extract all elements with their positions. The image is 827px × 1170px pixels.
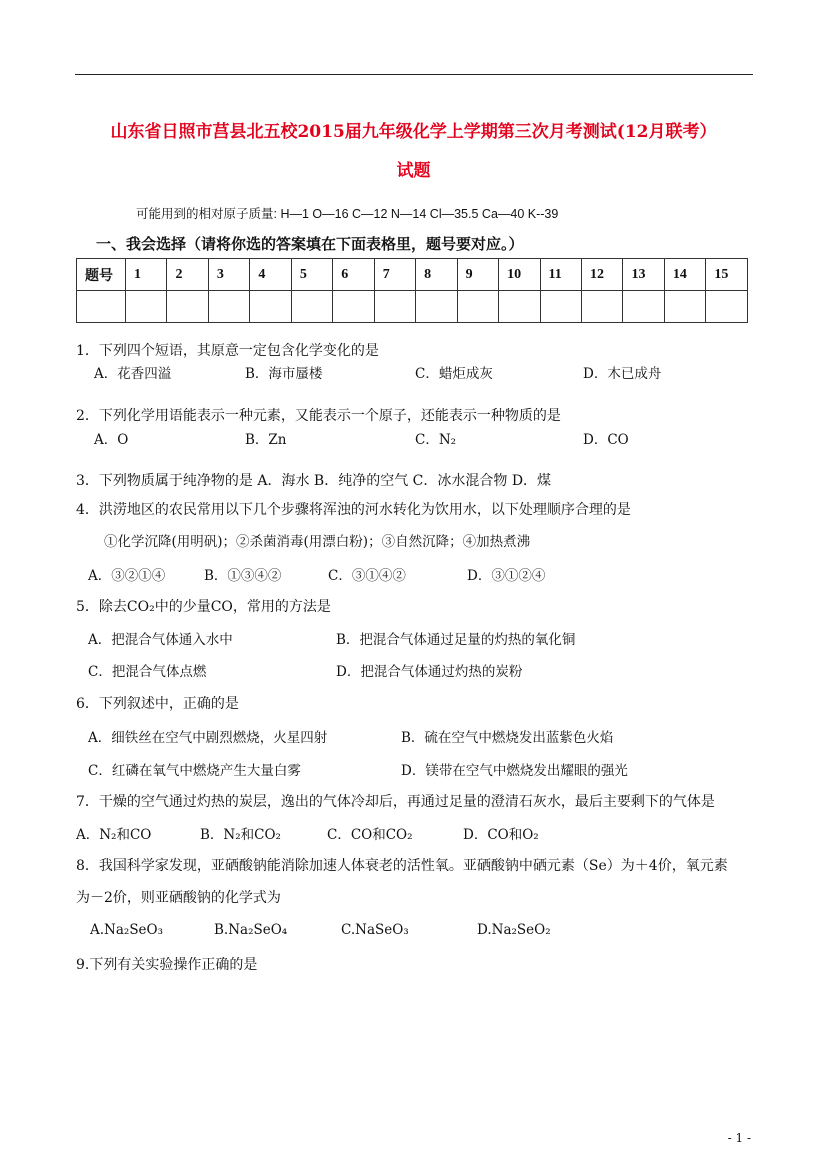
answer-table	[76, 258, 748, 323]
question-1-option-a: A．花香四溢	[94, 366, 172, 382]
question-8-option-a: A.Na₂SeO₃	[90, 922, 164, 938]
answer-number: 7	[374, 259, 415, 291]
question-6-option-c: C．红磷在氧气中燃烧产生大量白雾	[88, 763, 301, 779]
answer-number: 8	[416, 259, 457, 291]
question-2-stem: 2．下列化学用语能表示一种元素，又能表示一个原子，还能表示一种物质的是	[76, 408, 561, 424]
answer-cell[interactable]	[540, 291, 581, 323]
atomic-masses: 可能用到的相对原子质量: H—1 O—16 C—12 N—14 Cl—35.5 Ca—40 K--39	[136, 207, 559, 221]
answer-cell[interactable]	[333, 291, 374, 323]
question-4-option-a: A．③②①④	[88, 568, 166, 584]
question-7-option-c: C．CO和CO₂	[327, 827, 413, 843]
question-2-option-d: D．CO	[583, 432, 629, 448]
question-1-option-b: B．海市蜃楼	[245, 366, 323, 382]
answer-cell[interactable]	[581, 291, 622, 323]
question-8-option-d: D.Na₂SeO₂	[477, 922, 551, 938]
answer-cell[interactable]	[499, 291, 540, 323]
question-5-option-d: D．把混合气体通过灼热的炭粉	[336, 664, 523, 680]
question-2-option-c: C．N₂	[415, 432, 457, 448]
question-7-stem: 7．干燥的空气通过灼热的炭层，逸出的气体冷却后，再通过足量的澄清石灰水，最后主要剩下的气体是	[76, 794, 715, 810]
answer-cell[interactable]	[416, 291, 457, 323]
question-5-stem: 5．除去CO₂中的少量CO，常用的方法是	[76, 599, 331, 615]
answer-number: 5	[291, 259, 332, 291]
question-4-steps: ①化学沉降(用明矾)；②杀菌消毒(用漂白粉)；③自然沉降；④加热煮沸	[104, 534, 531, 550]
question-2-option-b: B．Zn	[245, 432, 287, 448]
question-6-stem: 6．下列叙述中，正确的是	[76, 696, 239, 712]
answer-cell[interactable]	[623, 291, 664, 323]
answer-cell	[77, 291, 126, 323]
answer-table-header-row	[77, 259, 748, 291]
answer-table-label: 题号	[77, 259, 126, 291]
document-title-line2: 试题	[396, 161, 431, 181]
answer-number: 9	[457, 259, 498, 291]
question-4-option-b: B．①③④②	[204, 568, 282, 584]
answer-cell[interactable]	[291, 291, 332, 323]
top-rule	[75, 74, 753, 75]
question-1-stem: 1．下列四个短语，其原意一定包含化学变化的是	[76, 343, 379, 359]
answer-number: 2	[167, 259, 208, 291]
answer-number: 6	[333, 259, 374, 291]
question-7-option-d: D．CO和O₂	[463, 827, 539, 843]
question-5-option-c: C．把混合气体点燃	[88, 664, 207, 680]
answer-number: 11	[540, 259, 581, 291]
question-4-option-d: D．③①②④	[467, 568, 546, 584]
answer-cell[interactable]	[208, 291, 249, 323]
answer-number: 14	[664, 259, 705, 291]
answer-number: 1	[126, 259, 167, 291]
question-7-option-b: B．N₂和CO₂	[200, 827, 281, 843]
question-1-option-c: C．蜡炬成灰	[415, 366, 493, 382]
question-8-option-b: B.Na₂SeO₄	[214, 922, 288, 938]
answer-cell[interactable]	[457, 291, 498, 323]
answer-number: 13	[623, 259, 664, 291]
answer-cell[interactable]	[374, 291, 415, 323]
section-heading: 一、我会选择（请将你选的答案填在下面表格里，题号要对应。）	[96, 235, 524, 253]
question-9-stem: 9.下列有关实验操作正确的是	[76, 957, 258, 973]
question-6-option-b: B．硫在空气中燃烧发出蓝紫色火焰	[401, 730, 614, 746]
question-7-option-a: A．N₂和CO	[76, 827, 152, 843]
question-1-option-d: D．木已成舟	[583, 366, 662, 382]
page-number: - 1 -	[727, 1131, 751, 1145]
answer-number: 3	[208, 259, 249, 291]
answer-number: 10	[499, 259, 540, 291]
answer-number: 4	[250, 259, 291, 291]
question-5-option-a: A．把混合气体通入水中	[88, 632, 233, 648]
question-8-option-c: C.NaSeO₃	[341, 922, 409, 938]
answer-number: 12	[581, 259, 622, 291]
answer-cell[interactable]	[706, 291, 748, 323]
answer-cell[interactable]	[167, 291, 208, 323]
answer-number: 15	[706, 259, 748, 291]
question-8-stem-line1: 8．我国科学家发现，亚硒酸钠能消除加速人体衰老的活性氧。亚硒酸钠中硒元素（Se）为＋4价，氧元素	[76, 858, 728, 874]
answer-cell[interactable]	[250, 291, 291, 323]
document-title-line1: 山东省日照市莒县北五校2015届九年级化学上学期第三次月考测试(12月联考）	[110, 122, 717, 142]
question-6-option-a: A．细铁丝在空气中剧烈燃烧，火星四射	[88, 730, 328, 746]
question-4-stem: 4．洪涝地区的农民常用以下几个步骤将浑浊的河水转化为饮用水，以下处理顺序合理的是	[76, 502, 631, 518]
question-2-option-a: A．O	[94, 432, 129, 448]
question-4-option-c: C．③①④②	[328, 568, 406, 584]
question-5-option-b: B．把混合气体通过足量的灼热的氧化铜	[336, 632, 576, 648]
question-6-option-d: D．镁带在空气中燃烧发出耀眼的强光	[401, 763, 628, 779]
question-3-stem: 3．下列物质属于纯净物的是 A．海水 B．纯净的空气 C．冰水混合物 D．煤	[76, 473, 552, 489]
answer-cell[interactable]	[126, 291, 167, 323]
answer-cell[interactable]	[664, 291, 705, 323]
answer-table-blank-row	[77, 291, 748, 323]
question-8-stem-line2: 为－2价，则亚硒酸钠的化学式为	[76, 890, 281, 906]
